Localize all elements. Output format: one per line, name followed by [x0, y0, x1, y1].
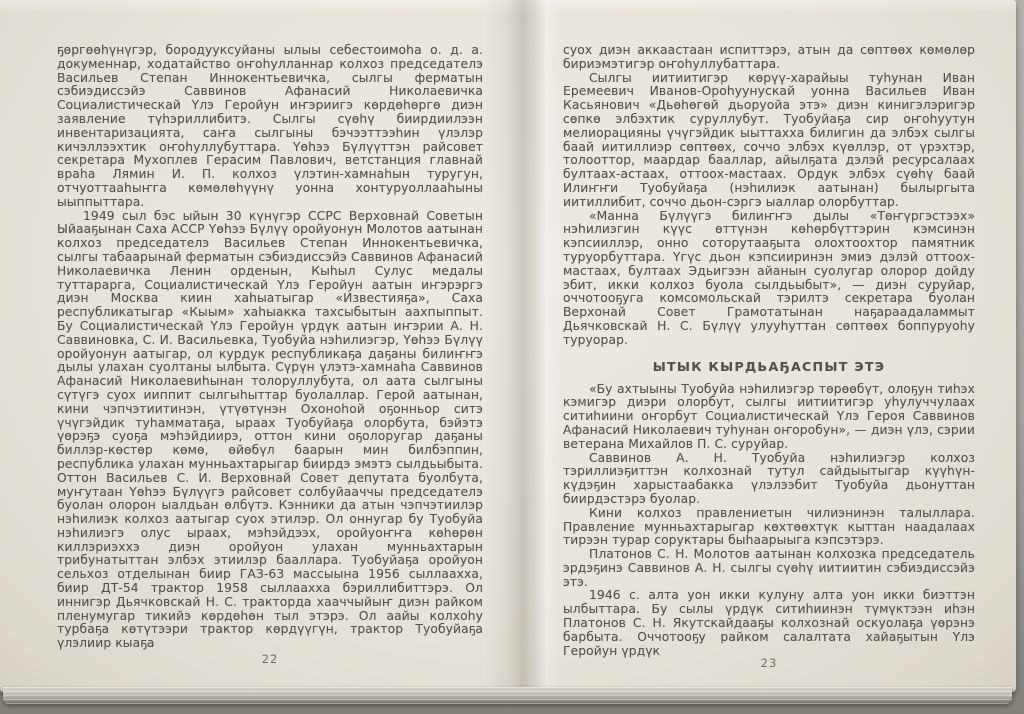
page-number-right: 23: [760, 656, 778, 670]
section-heading: ЫТЫК КЫРДЬАҔАСПЫТ ЭТЭ: [652, 358, 886, 374]
paragraph: 1949 сыл бэс ыйын 30 күнүгэр ССРС Верховнай Советын Ыйааҕынан Саха АССР Үөһээ Бүлүү оройуонун Молотов аатынан колхоз председателэ Васильев Степан Иннокентьевичка, сылгы табаарынай ферматын сэбиэдиссэйэ Саввинов Афанасий Николаевичка Ленин орденын, Кыһыл Сулус медалы туттарарга, Социалистическай Үлэ Геройун аатын иҥэрэргэ диэн Москва киин хаһыатыгар «Известияҕа», Саха республикатыгар «Кыым» хаһыакка тахсыбытын аахпыппыт. Бу Социалистическай Үлэ Геройун үрдүк аатын иҥэрии А. Н. Саввиновка, С. И. Васильевка, Туобуйа нэһилиэгэр, Үөһээ Бүлүү оройуонун аатыгар, ол курдук республикаҕа даҕаны билиҥҥэ дылы улахан суолтаны ылбыта. Сүрүн үлэтэ-хамнаһа Саввинов Афанасий Николаевиһынан толоруллубута, ол аата сылгыны сүтүгэ суох ииппит сылгыһыттар буолаллар. Герой аатынан, кини чэпчэтиитинэн, үтүөтүнэн Охоноһой оҕонньор ситэ үчүгэйдик туһамматаҕа, ыраах Туобуйаҕа олорбута, бэйэтэ үөрэҕэ суоҕа мэһэйдиирэ, оттон кини оҕолоругар даҕаны биллэр-көстөр көмө, өйөбүл баарын мин билбэппин, республика улахан мунньахтарыгар биирдэ эмэтэ сылдьыбыта. Оттон Васильев С. И. Верховнай Совет депутата буолбута, муҥутаан Үөһээ Бүлүүгэ райсовет солбуйааччы председателэ буолан олорон ыалдьан өлбүтэ. Кэнники да атын чэпчэтиилэр нэһилиэк колхоз аатыгар суох этилэр. Ол оннугар бу Туобуйа нэһилиэгэ олус ыраах, мэһэйдээх, оройуоҥҥа көһөрөн киллэриэххэ диэн оройуон улахан мунньахтарын трибунатыттан элбэх этиилэр бааллара. Туобуйаҕа оройуон сельхоз отделынан биир ГАЗ-63 массыына 1956 сыллаахха, биир ДТ-54 трактор 1958 сыллаахха бэриллибиттэрэ. Ол иннигэр Дьячковскай Н. С. тракторда хааччыйыҥ диэн райком пленумугар тикийэ көрдөһөн тыл этэрэ. Ол аайы колхоһу турбаҕа көтүтээри трактор көрдүүгүн, трактор Туобуйаҕа үлэлиир кыаҕа: [57, 208, 483, 651]
paragraph: Сылгы иитиитигэр көрүү-харайыы туһунан Иван Еремеевич Иванов-Ороһуунускай уонна Васильев Иван Касьянович «Дьөһөгөй дьоруойа этэ» диэн кинигэлэригэр сөпкө элбэхтик суруллубут. Туобуйаҕа сир оҥоһуутун мелиорацияны үчүгэйдик ыыттахха билигин да элбэх сылгы баай иитиллиэр сөптөөх, соччо элбэх күөллэр, от үрэхтэр, толооттор, маардар бааллар, айылҕата дэлэй ресурсалаах бултаах-астаах, оттоох-мастаах. Ордук элбэх сүөһү баай Илиҥҥи Туобуйаҕа (нэһилиэк аатынан) былыргыта иитиллибит, соччо дьон-сэргэ ыаллар олорбуттар.: [563, 70, 975, 209]
paragraph: «Манна Бүлүүгэ билиҥҥэ дылы «Төҥүргэстээх» нэһилиэгин күүс өттүнэн көһөрбүттэрин кэмсинэн кэпсииллэр, онно соторутааҕыта олохтоохтор памятник туруорбуттара. Үгүс дьон кэпсииринэн эмиэ дэлэй оттоох-мастаах, бултаах Эдьигээн айанын суолугар олорор дойду эбит, икки колхоз буола сылдьыбыт», — диэн суруйар, оччотооҕуга комсомольскай тэрилтэ секретара буолан Верхонай Совет Грамотатынан наҕараадаламмыт Дьячковскай Н. С. Бүлүү улууһуттан сөптөөх боппуруоһу туруорар.: [563, 208, 975, 347]
stacked-page-edges: [3, 687, 1012, 704]
paragraph: Кини колхоз правлениетын чилиэнинэн талыллара. Правление мунньахтарыгар көхтөөхтүк кыттан наадалаах тирээн турар соруктары быһаарыыга кэпсэтэрэ.: [563, 505, 975, 548]
paragraph: 1946 с. алта уон икки кулуну алта уон икки биэттэн ылбыттара. Бу сылы үрдүк ситиһиинэн түмүктээн иһэн Платонов С. Н. Якутскайдааҕы колхознай оскуолаҕа үөрэнэ барбыта. Оччотооҕу райком салалтата хайаҕытын Үлэ Геройун үрдүк: [563, 588, 975, 658]
paragraph: «Бу ахтыыны Туобуйа нэһилиэгэр төрөөбүт, олоҕун тиһэх кэмигэр диэри олорбут, сылгы иитиитигэр уһулуччулаах ситиһиини оҥорбут Социалистическай Үлэ Героя Саввинов Афанасий Николаевич туһунан оҥоробун», — диэн үлэ, сэрии ветерана Михайлов П. С. суруйар.: [563, 381, 975, 451]
right-page: [563, 44, 975, 658]
page-number-left: 22: [261, 652, 279, 666]
left-page: [57, 44, 483, 651]
book-gutter-shadow: [484, 0, 562, 692]
paragraph: суох диэн аккаастаан испиттэрэ, атын да сөптөөх көмөлөр бириэмэтигэр оҥоһуллубаттара.: [563, 43, 975, 71]
paragraph: Платонов С. Н. Молотов аатынан колхозка председатель эрдэҕинэ Саввинов А. Н. сылгы сүөһү иитиитин сэбиэдиссэйэ этэ.: [563, 547, 975, 589]
paragraph: ҕөргөөһүнүгэр, бородууксуйаны ылыы себестоимоһа о. д. а. докуменнар, ходатайство оҥоһулланнар колхоз председателэ Васильев Степан Иннокентьевичка, сылгы ферматын сэбиэдиссэйэ Саввинов Афанасий Николаевичка Социалистическай Үлэ Геройун иҥэриигэ көрдөһөргө диэн заявление түһэриллибитэ. Сылгы сүөһү биирдиилээн инвентаризацията, саҥа сылгыны бэчээттээһин үлэлэр кичэллээхтик оҥоһуллубуттара. Үөһээ Бүлүүттэн райсовет секретара Мухоплев Герасим Павлович, ветстанция главнай враһа Лямин И. П. колхоз үлэтин-хамнаһын туругун, отчуоттааһыҥга көмөлөһүүнү уонна хонтуруоллааһыны ыыппыттара.: [57, 43, 483, 209]
paragraph: Саввинов А. Н. Туобуйа нэһилиэгэр колхоз тэриллиэҕиттэн колхознай тутул сайдыытыгар күүһүн-күдэҕин харыстаабакка үлэлээбит Туобуйа дьонуттан биирдэстэрэ буолар.: [563, 450, 975, 506]
